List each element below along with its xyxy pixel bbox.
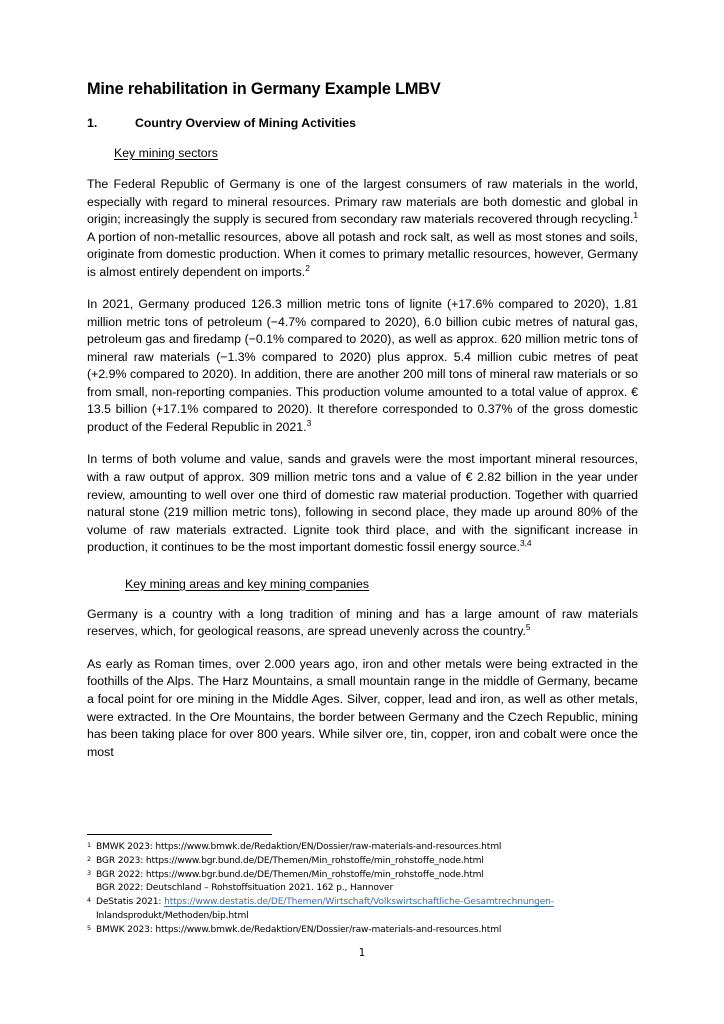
footnote-item [87, 841, 638, 855]
paragraph-roman-times: As early as Roman times, over 2.000 years ago, iron and other metals were being extracted in the foothills of the Alps. The Harz Mountains, a small mountain range in the middle of Germany, became a focal point for ore mining in the Middle Ages. Silver, copper, lead and iron, as well as other metals, were extracted. In the Ore Mountains, the border between Germany and the Czech Republic, mining has been taking place for over 800 years. While silver ore, tin, copper, iron and cobalt were once the most [87, 656, 638, 759]
footnote-link[interactable]: https://www.destatis.de/DE/Themen/Wirtschaft/Volkswirtschaftliche-Gesamtrechnungen- [164, 897, 554, 908]
footnote-text: BGR 2023: https://www.bgr.bund.de/DE/Themen/Min_rohstoffe/min_rohstoffe_node.html [96, 855, 484, 866]
paragraph-raw-materials-overview [87, 161, 638, 281]
footnote-ref-1[interactable]: 1 [633, 210, 638, 221]
document-content-column [87, 0, 638, 761]
paragraph-4-text: Germany is a country with a long tradition of mining and has a large amount of raw materials reserves, which, for geological reasons, are spread unevenly across the country. [87, 606, 638, 639]
page-title: Mine rehabilitation in Germany Example LMBV [87, 80, 441, 98]
footnote-ref-3-4[interactable]: 3,4 [519, 537, 532, 548]
paragraph-2-text: In 2021, Germany produced 126.3 million metric tons of lignite (+17.6% compared to 2020), 1.81 million metric tons of petroleum (−4.7% compared to 2020), 6.0 billion cubic metres of natural gas, petroleum gas and firedamp (−0.1% compared to 2020), as well as approx. 620 million metric tons of mineral raw materials (−1.3% compared to 2020) plus approx. 5.4 million cubic metres of peat (+2.9% compared to 2020). In addition, there are another 200 mill tons of mineral raw materials or so from small, non-reporting companies. This production volume amounted to a total value of approx. € 13.5 billion (+17.1% compared to 2020). It therefore corresponded to 0.37% of the gross domestic product of the Federal Republic in 2021. [87, 297, 638, 434]
footnote-marker: 3 [87, 868, 91, 877]
footnote-text: BMWK 2023: https://www.bmwk.de/Redaktion/EN/Dossier/raw-materials-and-resources.html [96, 924, 502, 935]
section-heading-1 [87, 100, 638, 131]
footnote-ref-2[interactable]: 2 [305, 262, 310, 273]
subheading-key-mining-sectors-text: Key mining sectors [114, 145, 218, 160]
footnote-item [87, 896, 638, 910]
footnote-continuation: BGR 2022: Deutschland – Rohstoffsituation 2021. 162 p., Hannover [96, 883, 394, 894]
footnote-area [87, 834, 638, 938]
footnote-item [87, 924, 638, 938]
subheading-key-mining-areas-text: Key mining areas and key mining companies [125, 576, 370, 591]
footnote-item [87, 855, 638, 869]
footnote-text: BMWK 2023: https://www.bmwk.de/Redaktion/EN/Dossier/raw-materials-and-resources.html [96, 842, 502, 852]
footnote-marker: 2 [87, 854, 91, 863]
footnote-text [96, 896, 638, 910]
page-number: 1 [358, 948, 366, 959]
footnote-list [87, 841, 638, 938]
footnote-marker: 4 [87, 896, 91, 905]
paragraph-sands-and-gravels [87, 436, 638, 556]
footnote-text: BGR 2022: https://www.bgr.bund.de/DE/Themen/Min_rohstoffe/min_rohstoffe_node.html [96, 869, 484, 880]
footnote-ref-3[interactable]: 3 [306, 417, 312, 428]
section-number: 1. [87, 115, 98, 130]
paragraph-mining-tradition [87, 592, 638, 641]
footnote-marker: 1 [87, 841, 91, 849]
paragraph-1-part-b: A portion of non-metallic resources, above all potash and rock salt, as well as most stones and soils, originate from domestic production. When it comes to primary metallic resources, however, Germany is almost entirely dependent on imports. [87, 229, 638, 279]
footnote-continuation: Inlandsprodukt/Methoden/bip.html [96, 911, 249, 922]
section-heading-text: Country Overview of Mining Activities [135, 115, 356, 130]
footnote-marker: 5 [87, 923, 91, 932]
paragraph-3-text: In terms of both volume and value, sands and gravels were the most important mineral resources, with a raw output of approx. 309 million metric tons and a value of € 2.82 billion in the year under review, amounting to well over one third of domestic raw material production. Together with quarried natural stone (219 million metric tons), following in second place, they made up around 80% of the volume of raw materials extracted. Lignite took third place, and with the significant increase in production, it continues to be the most important domestic fossil energy source. [87, 452, 638, 555]
footnote-ref-5[interactable]: 5 [525, 622, 531, 633]
footnote-item [87, 869, 638, 883]
subheading-key-mining-areas [87, 557, 638, 592]
subheading-key-mining-sectors [87, 131, 638, 161]
paragraph-1-part-a: The Federal Republic of Germany is one of the largest consumers of raw materials in the world, especially with regard to mineral resources. Primary raw materials are both domestic and global in origin; increasingly the supply is secured from secondary raw materials recovered through recycling. [87, 177, 638, 227]
paragraph-production-2021 [87, 281, 638, 436]
footnote-separator [87, 834, 272, 835]
footnote-text-prefix: DeStatis 2021: [96, 897, 165, 908]
